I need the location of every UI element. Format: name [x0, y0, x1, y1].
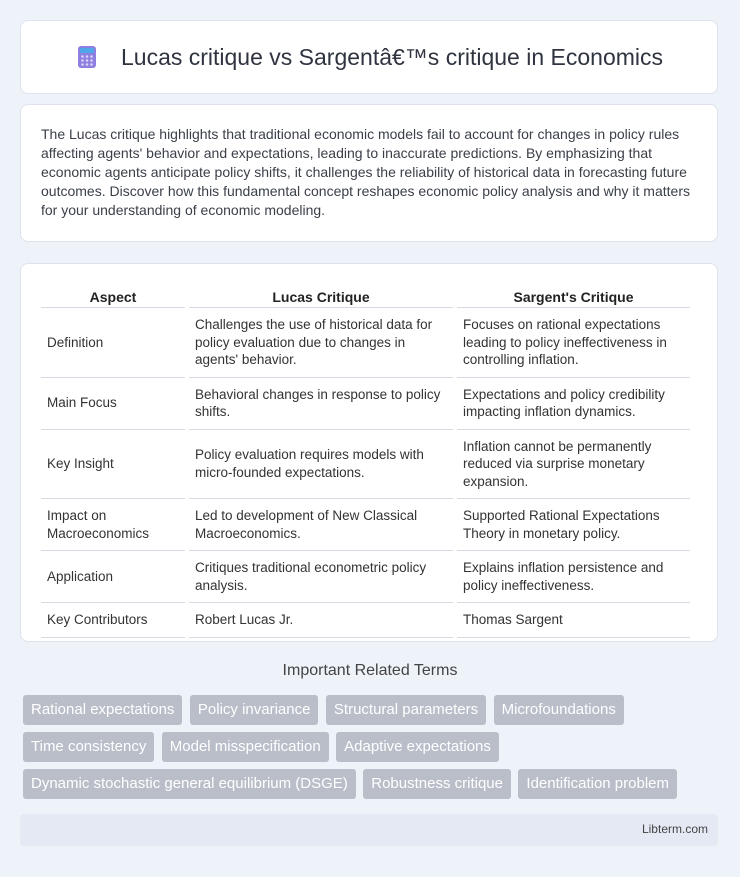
row-aspect: Definition: [41, 308, 185, 378]
related-term-tag[interactable]: Robustness critique: [363, 769, 511, 799]
table-row: [41, 551, 690, 603]
comparison-card: [20, 263, 718, 642]
table-row: [41, 378, 690, 430]
intro-text: The Lucas critique highlights that traditional economic models fail to account for changes in policy rules affecting agents' behavior and expectations, leading to inaccurate predictions. By emphasizing that economic agents anticipate policy shifts, it challenges the reliability of historical data in forecasting future outcomes. Discover how this fundamental concept reshapes economic policy analysis and why it matters for your understanding of economic modeling.: [41, 126, 690, 218]
table-row: [41, 308, 690, 378]
table-header-row: [41, 286, 690, 308]
row-aspect: Key Contributors: [41, 603, 185, 638]
comparison-table: [37, 286, 694, 638]
row-sargent: Inflation cannot be permanently reduced via surprise monetary expansion.: [457, 430, 690, 500]
row-lucas: Challenges the use of historical data for policy evaluation due to changes in agents' behavior.: [189, 308, 453, 378]
related-term-tag[interactable]: Policy invariance: [190, 695, 319, 725]
related-term-tag[interactable]: Identification problem: [518, 769, 677, 799]
column-header-sargent: Sargent's Critique: [457, 286, 690, 308]
table-row: [41, 499, 690, 551]
row-lucas: Critiques traditional econometric policy analysis.: [189, 551, 453, 603]
related-term-tag[interactable]: Structural parameters: [326, 695, 486, 725]
page-title: Lucas critique vs Sargentâ€™s critique in Economics: [120, 43, 664, 70]
row-aspect: Application: [41, 551, 185, 603]
column-header-aspect: Aspect: [41, 286, 185, 308]
related-term-tag[interactable]: Model misspecification: [162, 732, 329, 762]
row-sargent: Explains inflation persistence and policy ineffectiveness.: [457, 551, 690, 603]
row-sargent: Focuses on rational expectations leading to policy ineffectiveness in controlling inflation.: [457, 308, 690, 378]
related-term-tag[interactable]: Rational expectations: [23, 695, 182, 725]
header-card: [20, 20, 718, 94]
row-aspect: Main Focus: [41, 378, 185, 430]
calculator-icon: [75, 45, 99, 69]
related-term-tag[interactable]: Time consistency: [23, 732, 154, 762]
row-lucas: Led to development of New Classical Macroeconomics.: [189, 499, 453, 551]
table-row: [41, 603, 690, 638]
row-lucas: Behavioral changes in response to policy shifts.: [189, 378, 453, 430]
row-lucas: Policy evaluation requires models with micro-founded expectations.: [189, 430, 453, 500]
row-lucas: Robert Lucas Jr.: [189, 603, 453, 638]
related-terms-title: Important Related Terms: [282, 662, 458, 679]
related-term-tag[interactable]: Dynamic stochastic general equilibrium (DSGE): [23, 769, 356, 799]
row-sargent: Thomas Sargent: [457, 603, 690, 638]
intro-card: [20, 104, 718, 242]
row-sargent: Supported Rational Expectations Theory in monetary policy.: [457, 499, 690, 551]
row-sargent: Expectations and policy credibility impacting inflation dynamics.: [457, 378, 690, 430]
table-row: [41, 430, 690, 500]
footer: [20, 814, 718, 846]
column-header-lucas: Lucas Critique: [189, 286, 453, 308]
related-term-tag[interactable]: Microfoundations: [494, 695, 624, 725]
footer-link[interactable]: Libterm.com: [641, 822, 708, 836]
related-terms-list: [23, 695, 723, 806]
related-term-tag[interactable]: Adaptive expectations: [336, 732, 499, 762]
row-aspect: Key Insight: [41, 430, 185, 500]
row-aspect: Impact on Macroeconomics: [41, 499, 185, 551]
